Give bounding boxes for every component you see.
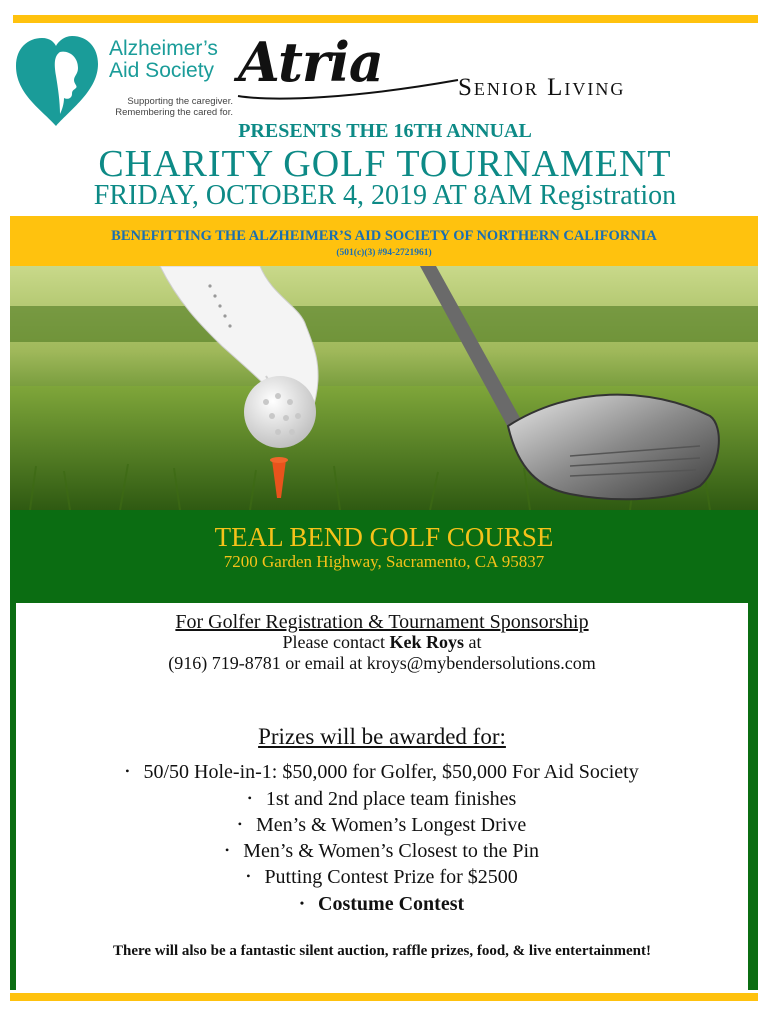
prizes-heading: Prizes will be awarded for: — [258, 724, 506, 749]
heart-profile-icon — [12, 32, 100, 128]
benefit-band — [10, 216, 758, 266]
event-date: FRIDAY, OCTOBER 4, 2019 AT 8AM Registration — [93, 180, 677, 211]
tax-id: (501(c)(3) #94-2721961) — [336, 248, 432, 258]
org-tagline-line2: Remembering the cared for. — [115, 107, 233, 118]
org-name-line2: Aid Society — [109, 59, 215, 82]
org-tagline-line1: Supporting the caregiver. — [127, 96, 233, 107]
top-accent-bar — [13, 15, 758, 23]
bullet-icon: • — [299, 896, 305, 910]
list-item — [16, 866, 748, 889]
bottom-accent-bar — [10, 993, 758, 1001]
list-item — [16, 788, 748, 811]
contact-line — [16, 632, 748, 653]
contact-name: Kek Roys — [389, 632, 464, 652]
bullet-icon: • — [246, 869, 251, 883]
venue-address: 7200 Garden Highway, Sacramento, CA 95837 — [223, 552, 545, 571]
list-item — [16, 814, 748, 837]
swoosh-icon — [236, 72, 461, 102]
sponsor-suffix: Senior Living — [458, 74, 626, 101]
contact-suffix: at — [463, 632, 482, 652]
presents-line: PRESENTS THE 16TH ANNUAL — [238, 120, 532, 142]
bullet-icon: • — [247, 791, 252, 805]
org-name — [109, 38, 218, 82]
prize-text: 50/50 Hole-in-1: $50,000 for Golfer, $50,000 For Aid Society — [143, 761, 639, 783]
bullet-icon: • — [224, 843, 230, 857]
list-item — [16, 761, 748, 784]
prize-text: Men’s & Women’s Closest to the Pin — [243, 840, 539, 862]
prize-text: 1st and 2nd place team finishes — [265, 788, 517, 810]
prize-text: Costume Contest — [318, 893, 465, 915]
golfer-glove-placing-ball-on-tee-icon — [10, 266, 758, 510]
bullet-icon: • — [125, 764, 130, 778]
sponsor-logo-wordmark: Atria — [238, 30, 383, 94]
contact-heading: For Golfer Registration & Tournament Sponsorship — [175, 611, 589, 633]
bullet-icon: • — [237, 817, 242, 831]
prize-text: Putting Contest Prize for $2500 — [264, 866, 518, 888]
venue-name: TEAL BEND GOLF COURSE — [214, 522, 554, 552]
venue-band — [10, 510, 758, 603]
footer-note: There will also be a fantastic silent auction, raffle prizes, food, & live entertainment! — [113, 943, 651, 959]
org-tagline — [107, 96, 233, 118]
prize-text: Men’s & Women’s Longest Drive — [255, 814, 527, 836]
contact-phone-email: (916) 719-8781 or email at kroys@mybendersolutions.com — [168, 653, 596, 673]
event-title: CHARITY GOLF TOURNAMENT — [98, 143, 672, 185]
benefit-line: BENEFITTING THE ALZHEIMER’S AID SOCIETY OF NORTHERN CALIFORNIA — [111, 228, 657, 244]
list-item — [16, 840, 748, 863]
contact-prefix: Please contact — [282, 632, 390, 652]
info-box — [10, 603, 758, 990]
org-name-line1: Alzheimer’s — [109, 37, 218, 60]
list-item — [16, 893, 748, 916]
